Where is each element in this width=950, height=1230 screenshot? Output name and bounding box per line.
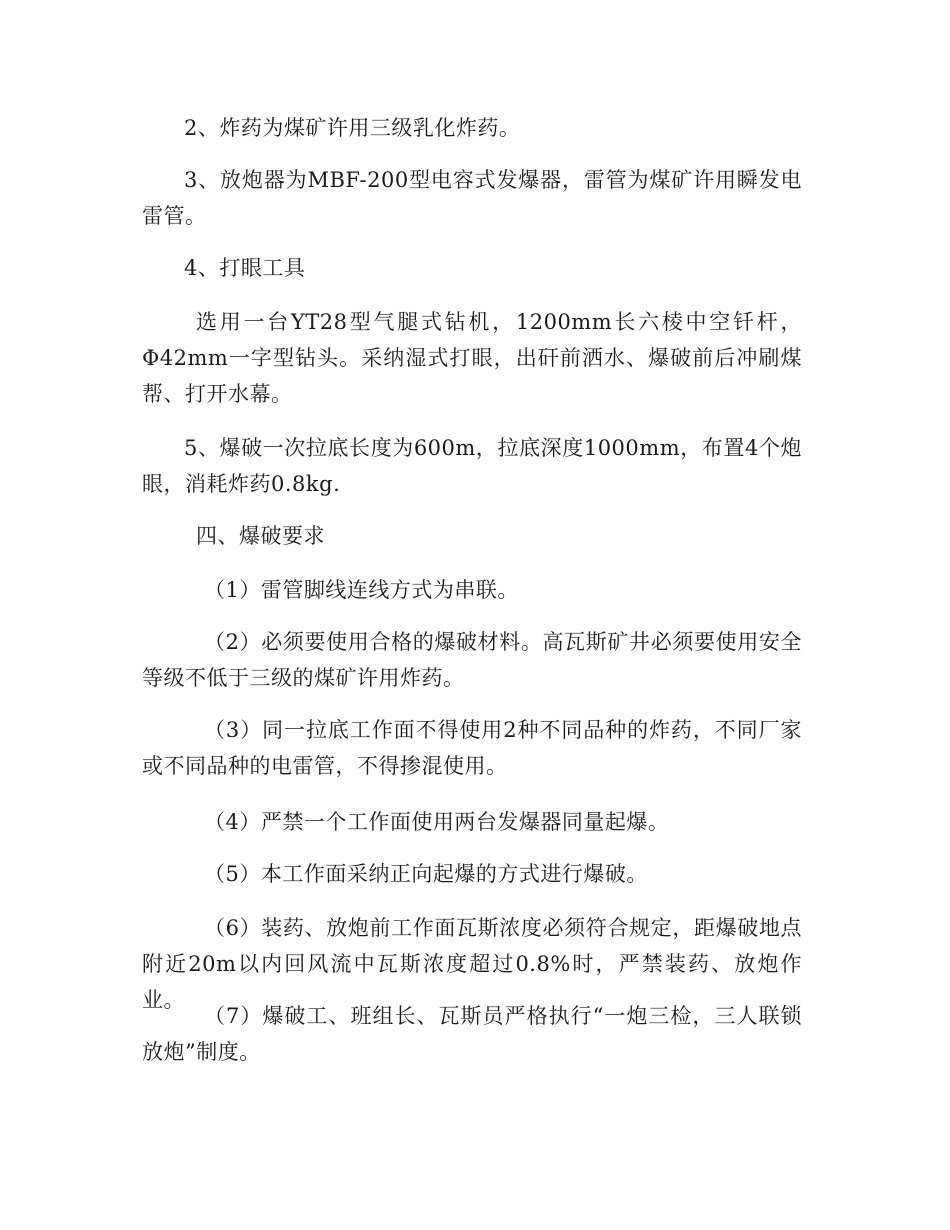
requirement-item-4: （4）严禁一个工作面使用两台发爆器同量起爆。 xyxy=(204,810,670,834)
requirement-item-5: （5）本工作面采纳正向起爆的方式进行爆破。 xyxy=(204,862,648,886)
requirement-item-6: （6）装药、放炮前工作面瓦斯浓度必须符合规定，距爆破地点附近20m以内回风流中瓦斯浓度超过0.8%时，严禁装药、放炮作业。 xyxy=(142,916,802,1012)
paragraph-drilling-tools: 选用一台YT28型气腿式钻机，1200mm长六棱中空钎杆，Φ42mm一字型钻头。采纳湿式打眼，出矸前洒水、爆破前后冲刷煤帮、打开水幕。 xyxy=(142,310,802,406)
paragraph-blasting-device: 3、放炮器为MBF-200型电容式发爆器，雷管为煤矿许用瞬发电雷管。 xyxy=(142,168,802,228)
paragraph-explosive-type: 2、炸药为煤矿许用三级乳化炸药。 xyxy=(184,116,521,140)
section-heading-blasting-requirements: 四、爆破要求 xyxy=(196,524,325,548)
paragraph-drilling-tools-heading: 4、打眼工具 xyxy=(184,256,306,280)
requirement-item-1: （1）雷管脚线连线方式为串联。 xyxy=(204,578,519,602)
requirement-item-3: （3）同一拉底工作面不得使用2种不同品种的炸药，不同厂家或不同品种的电雷管，不得掺混使用。 xyxy=(142,718,802,778)
requirement-item-2: （2）必须要使用合格的爆破材料。高瓦斯矿井必须要使用安全等级不低于三级的煤矿许用炸药。 xyxy=(142,630,802,690)
paragraph-blast-parameters: 5、爆破一次拉底长度为600m，拉底深度1000mm，布置4个炮眼，消耗炸药0.8kg. xyxy=(142,436,802,496)
requirement-item-7: （7）爆破工、班组长、瓦斯员严格执行“一炮三检，三人联锁放炮”制度。 xyxy=(142,1004,802,1064)
